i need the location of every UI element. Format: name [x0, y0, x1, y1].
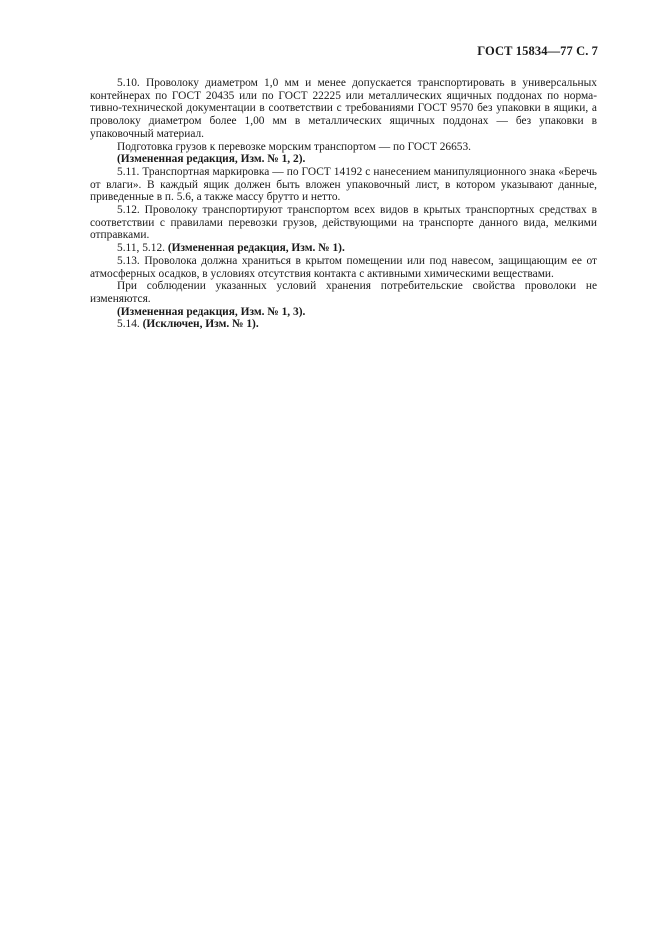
clause-numbers: 5.11, 5.12.	[117, 242, 165, 255]
paragraph-5-13: 5.13. Проволока должна храниться в крытом помещении или под навесом, защищающим ее от атмосферных осадков, в условиях отсутствия контакта с активными химическими веществами.	[90, 254, 597, 280]
revision-note: (Измененная редакция, Изм. № 1).	[167, 242, 345, 255]
revision-note: (Измененная редакция, Изм. № 1, 2).	[117, 153, 306, 166]
paragraph-storage: При соблюдении указанных условий хранения потребительские свойства проволоки не изменяются.	[90, 280, 597, 305]
paragraph-5-11-5-12-note	[90, 242, 597, 255]
revision-note: (Измененная редакция, Изм. № 1, 3).	[117, 305, 306, 318]
paragraph-5-10: 5.10. Проволоку диаметром 1,0 мм и менее допускается транспортировать в универсальных контейнерах по ГОСТ 20435 или по ГОСТ 22225 или металлических ящичных поддонах по нормативно-технической документации в соответствии с требованиями ГОСТ 9570 без упаковки в ящики, а проволоку диаметром более 1,00 мм в металлических ящичных поддонах — без упаковки в упаковочный материал.	[90, 77, 597, 140]
paragraph-5-11: 5.11. Транспортная маркировка — по ГОСТ 14192 с нанесением манипуляционного знака «Беречь от влаги». В каждый ящик должен быть вложен упаковочный лист, в котором указывают данные, приведенные в п. 5.6, а также массу брутто и нетто.	[90, 165, 597, 204]
document-body	[90, 77, 597, 331]
paragraph-5-12: 5.12. Проволоку транспортируют транспортом всех видов в крытых транспортных средствах в соответствии с правилами перевозки грузов, действующими на транспорте данного вида, мелкими отправками.	[90, 204, 597, 242]
clause-number: 5.14.	[117, 318, 140, 331]
exclusion-note: (Исключен, Изм. № 1).	[142, 318, 259, 331]
paragraph-sea-transport: Подготовка грузов к перевозке морским транспортом — по ГОСТ 26653.	[117, 140, 472, 153]
paragraph-5-14	[90, 318, 597, 331]
page-header: ГОСТ 15834—77 С. 7	[477, 44, 598, 58]
